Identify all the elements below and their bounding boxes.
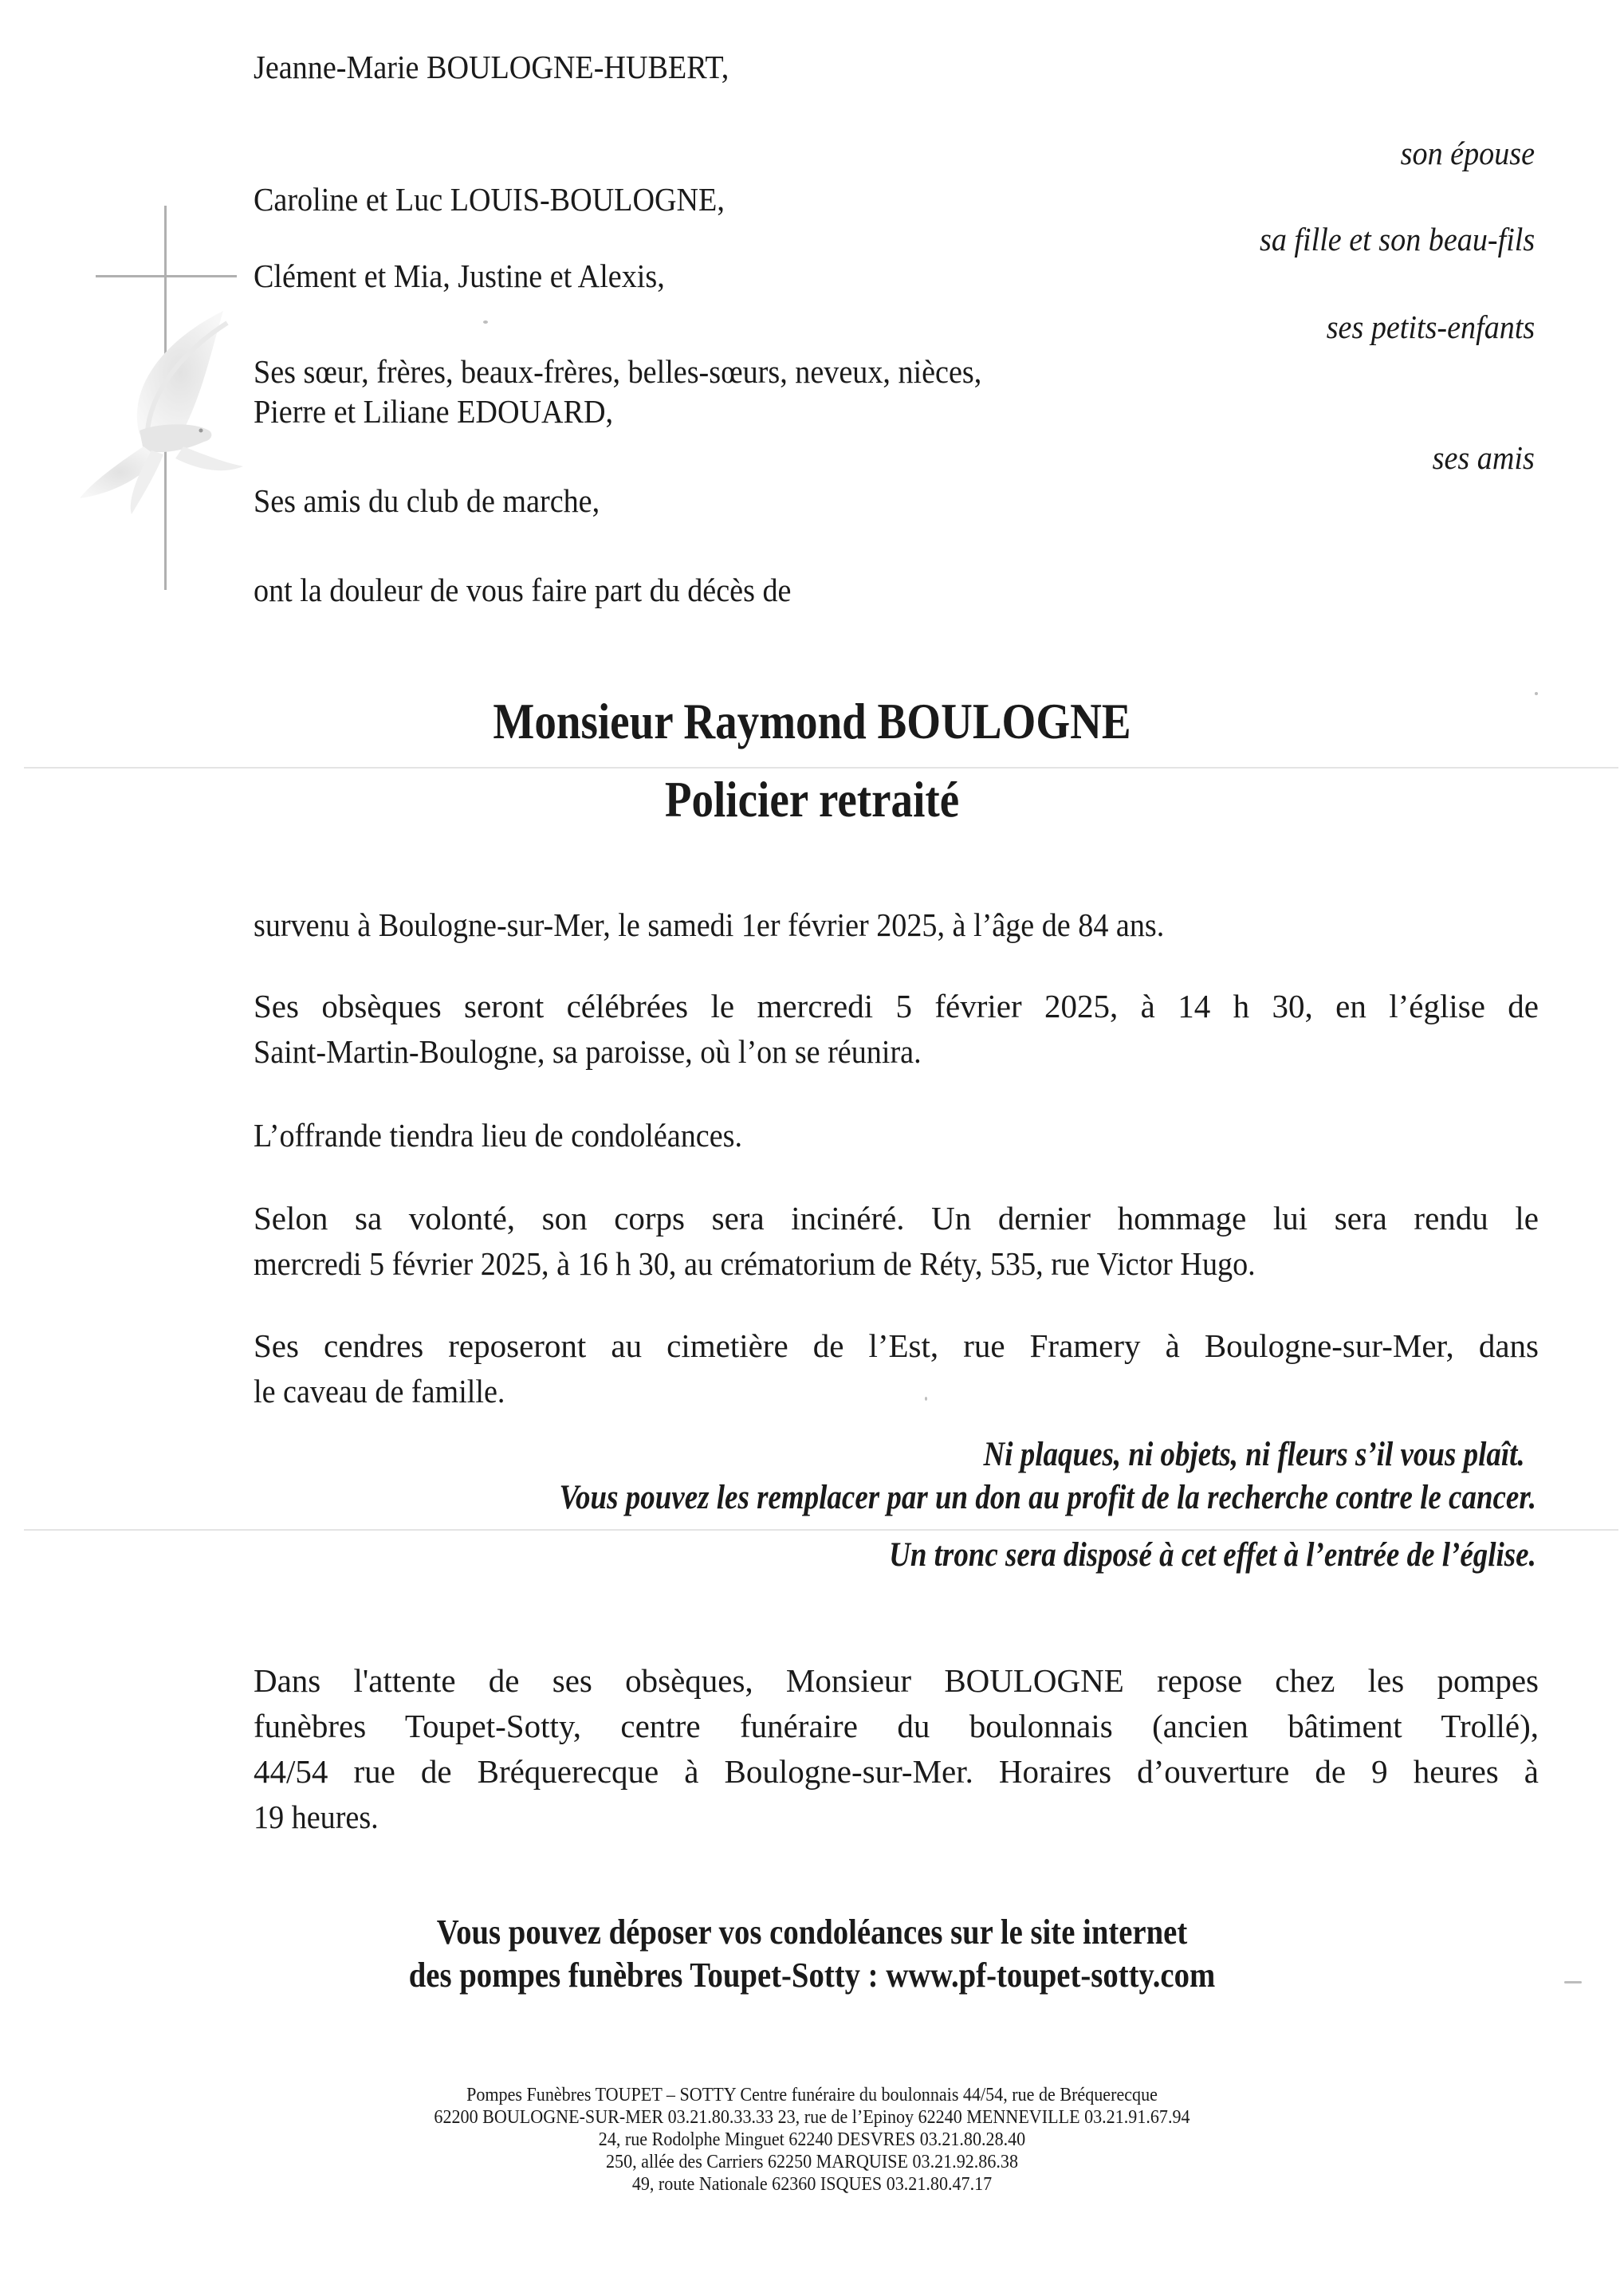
request-line-no-flowers: Ni plaques, ni objets, ni fleurs s’il vous plaît. bbox=[983, 1436, 1525, 1473]
relation-friends: ses amis bbox=[1432, 439, 1535, 476]
condolences-line-2: des pompes funèbres Toupet-Sotty : www.pf-toupet-sotty.com bbox=[408, 1956, 1216, 1995]
scan-speck bbox=[483, 320, 488, 324]
deceased-profession: Policier retraité bbox=[664, 771, 960, 828]
paragraph-death bbox=[254, 902, 1539, 948]
family-name-spouse: Jeanne-Marie BOULOGNE-HUBERT, bbox=[254, 49, 729, 85]
footer-line: 24, rue Rodolphe Minguet 62240 DESVRES 03.21.80.28.40 bbox=[598, 2129, 1026, 2150]
relation-daughter: sa fille et son beau-fils bbox=[1259, 221, 1535, 258]
paragraph-line: survenu à Boulogne-sur-Mer, le samedi 1er février 2025, à l’âge de 84 ans. bbox=[254, 906, 1165, 943]
paragraph-offering bbox=[254, 1113, 1539, 1158]
paragraph-line: Ses obsèques seront célébrées le mercredi 5 février 2025, à 14 h 30, en l’église de bbox=[254, 988, 1539, 1024]
request-line-donation: Vous pouvez les remplacer par un don au profit de la recherche contre le cancer. bbox=[559, 1479, 1536, 1516]
scan-speck bbox=[1564, 1981, 1582, 1983]
footer-line: 62200 BOULOGNE-SUR-MER 03.21.80.33.33 23, rue de l’Epinoy 62240 MENNEVILLE 03.21.91.67.94 bbox=[434, 2107, 1190, 2128]
paragraph-line: 44/54 rue de Bréquerecque à Boulogne-sur-Mer. Horaires d’ouverture de 9 heures à bbox=[254, 1753, 1539, 1790]
family-name-club: Ses amis du club de marche, bbox=[254, 482, 600, 519]
paragraph-line: le caveau de famille. bbox=[254, 1373, 505, 1409]
paragraph-line: funèbres Toupet-Sotty, centre funéraire du boulonnais (ancien bâtiment Trollé), bbox=[254, 1708, 1539, 1744]
paragraph-line: Ses cendres reposeront au cimetière de l’Est, rue Framery à Boulogne-sur-Mer, dans bbox=[254, 1327, 1539, 1364]
paragraph-rest bbox=[254, 1658, 1539, 1840]
scan-speck bbox=[1535, 692, 1538, 695]
footer-line: 250, allée des Carriers 62250 MARQUISE 03.21.92.86.38 bbox=[606, 2152, 1018, 2172]
paragraph-line: Dans l'attente de ses obsèques, Monsieur BOULOGNE repose chez les pompes bbox=[254, 1662, 1539, 1699]
paragraph-line: mercredi 5 février 2025, à 16 h 30, au crématorium de Réty, 535, rue Victor Hugo. bbox=[254, 1245, 1256, 1282]
paragraph-line: Selon sa volonté, son corps sera incinéré. Un dernier hommage lui sera rendu le bbox=[254, 1200, 1539, 1236]
announcement-intro: ont la douleur de vous faire part du décès de bbox=[254, 572, 792, 608]
family-name-siblings: Ses sœur, frères, beaux-frères, belles-sœurs, neveux, nièces, bbox=[254, 353, 982, 390]
paragraph-funeral bbox=[254, 984, 1539, 1075]
condolences-line-1: Vous pouvez déposer vos condoléances sur le site internet bbox=[436, 1913, 1188, 1952]
paragraph-line: Saint-Martin-Boulogne, sa paroisse, où l’on se réunira. bbox=[254, 1033, 922, 1070]
footer-line: Pompes Funèbres TOUPET – SOTTY Centre funéraire du boulonnais 44/54, rue de Bréquerecque bbox=[466, 2085, 1158, 2105]
scan-line bbox=[24, 767, 1618, 769]
request-line-collection-box: Un tronc sera disposé à cet effet à l’entrée de l’église. bbox=[889, 1536, 1536, 1574]
paragraph-line: L’offrande tiendra lieu de condoléances. bbox=[254, 1117, 743, 1154]
family-name-friends: Pierre et Liliane EDOUARD, bbox=[254, 393, 614, 430]
paragraph-cremation bbox=[254, 1196, 1539, 1287]
paragraph-line: 19 heures. bbox=[254, 1799, 379, 1835]
paragraph-ashes bbox=[254, 1323, 1539, 1414]
family-name-grandchildren: Clément et Mia, Justine et Alexis, bbox=[254, 258, 665, 294]
dove-icon bbox=[64, 295, 255, 518]
scan-line bbox=[24, 1529, 1618, 1531]
footer-line: 49, route Nationale 62360 ISQUES 03.21.80.47.17 bbox=[631, 2174, 993, 2195]
family-name-daughter: Caroline et Luc LOUIS-BOULOGNE, bbox=[254, 181, 725, 218]
relation-spouse: son épouse bbox=[1400, 135, 1535, 171]
relation-grandchildren: ses petits-enfants bbox=[1326, 309, 1535, 345]
deceased-name: Monsieur Raymond BOULOGNE bbox=[493, 693, 1131, 749]
